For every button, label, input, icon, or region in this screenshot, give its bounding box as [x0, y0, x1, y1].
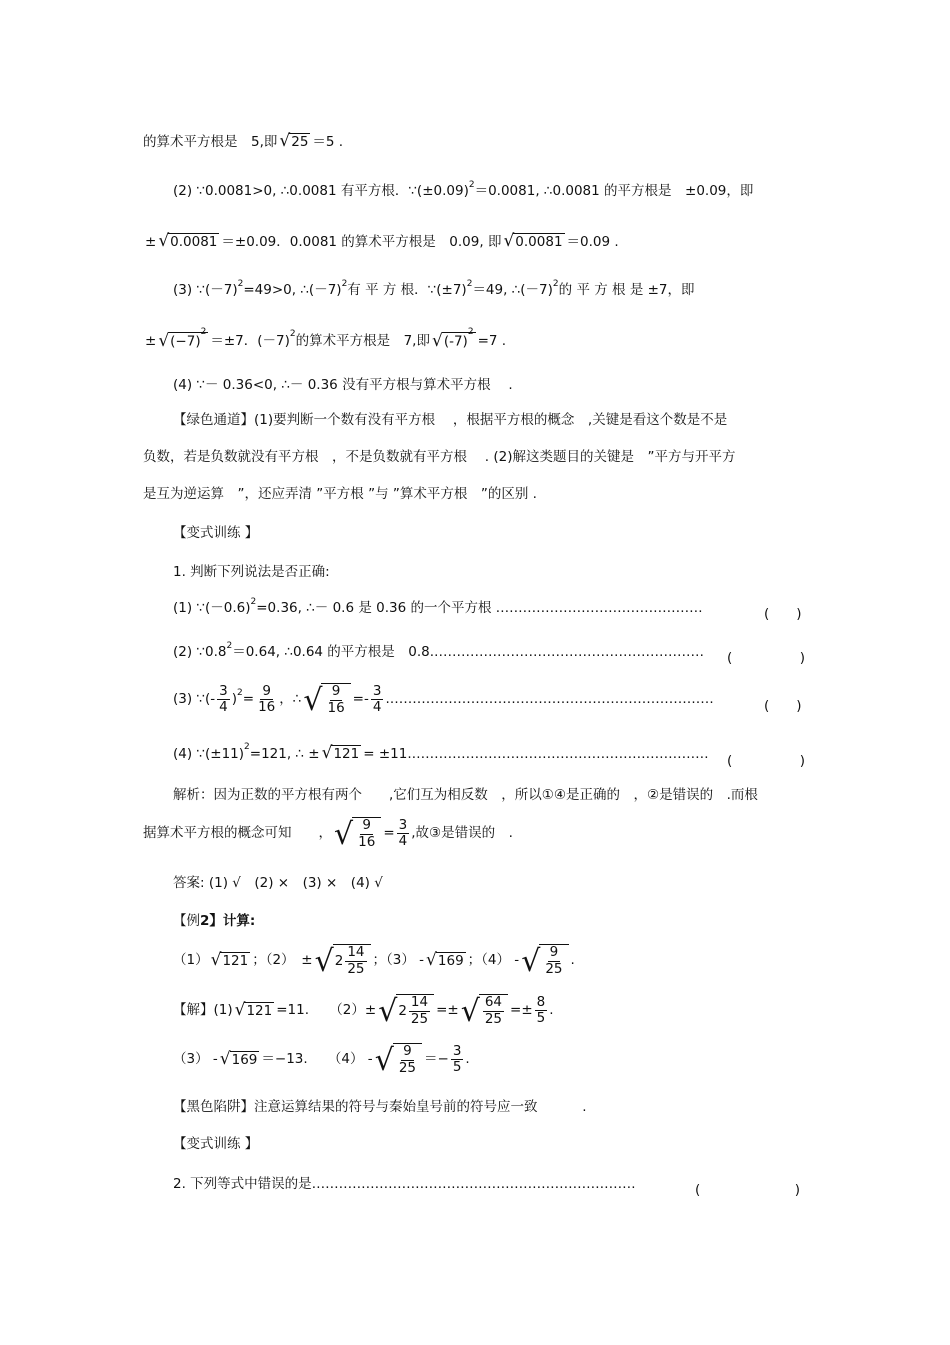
fraction — [543, 945, 564, 977]
denominator: 16 — [358, 833, 376, 850]
text: . — [570, 952, 575, 969]
text: (2) ∵0.0081>0, ∴0.0081 有平方根．∵(±0.09) — [173, 183, 469, 199]
text-line: (4) ∵－ 0.36<0, ∴－ 0.36 没有平方根与算术平方根 . — [173, 377, 513, 393]
answer-line: 答案: (1) √ (2) × (3) × (4) √ — [173, 875, 383, 891]
radicand-base: (−7) — [170, 333, 201, 350]
text: ；（2） ± — [252, 952, 313, 969]
text: 的算术平方根是 7,即 — [295, 332, 430, 349]
text-line: 【黑色陷阱】注意运算结果的符号与秦始皇号前的符号应一致 . — [173, 1099, 587, 1115]
fraction — [217, 684, 230, 716]
denominator: 25 — [545, 960, 563, 977]
numerator: 9 — [362, 817, 372, 833]
question-line — [173, 742, 709, 764]
exponent: 2 — [200, 327, 207, 337]
text: =11. （2）± — [276, 1002, 377, 1019]
section-heading: 【变式训练 】 — [173, 525, 259, 541]
question-line — [173, 682, 714, 719]
fraction — [397, 1044, 418, 1076]
numerator: 9 — [549, 944, 559, 960]
text: (3) ∵(- — [173, 691, 216, 708]
radicand: 0.0081 — [515, 234, 563, 250]
text: ＝−13. （4） - — [261, 1051, 373, 1068]
radicand — [168, 327, 208, 350]
section-heading: 【变式训练 】 — [173, 1136, 259, 1152]
fraction — [371, 684, 384, 716]
sqrt-expression: √ $(-7)^2$ — [431, 327, 474, 351]
text: = — [383, 825, 395, 842]
sqrt-expression: √ 25 — [279, 131, 309, 152]
exponent: 2 — [237, 278, 244, 289]
text: ＝49, ∴(－7) — [472, 282, 553, 298]
text: （1） — [173, 952, 209, 969]
question-line — [173, 640, 705, 660]
fraction — [397, 818, 410, 850]
answer-parentheses: ( ) — [727, 650, 806, 666]
sqrt-expression: √ 0.0081 — [503, 231, 563, 252]
answer-parentheses: ( ) — [727, 753, 806, 769]
text: =± — [436, 1002, 459, 1019]
text: . — [549, 1002, 554, 1019]
sqrt-expression: √ 121 — [210, 950, 249, 971]
text: ) — [231, 691, 238, 708]
radicand — [479, 994, 508, 1027]
text-line: 1. 判断下列说法是否正确: — [173, 564, 330, 580]
text: =0.36, ∴－ 0.6 是 0.36 的一个平方根 .……………………………………… — [256, 600, 703, 616]
exponent: 2 — [466, 278, 473, 289]
text: (2) ∵0.8 — [173, 644, 227, 660]
text: = ±11.………………………………………………………… — [363, 745, 709, 762]
exponent: 2 — [289, 329, 296, 340]
plus-minus: ± — [145, 233, 157, 250]
question-line — [173, 596, 703, 616]
radicand: 169 — [437, 952, 464, 969]
exponent: 2 — [244, 742, 250, 753]
exponent: 2 — [341, 278, 348, 289]
exponent: 2 — [226, 640, 233, 651]
radicand — [393, 1043, 422, 1076]
fraction — [483, 995, 504, 1027]
numerator: 14 — [347, 944, 365, 960]
numerator: 14 — [410, 994, 429, 1010]
numerator: 3 — [398, 816, 408, 833]
text-line: 负数，若是负数就没有平方根 ，不是负数就有平方根 . (2)解这类题目的关键是 ”平方与开平方 — [143, 449, 736, 465]
text: =121, ∴ ± — [249, 745, 320, 762]
sqrt-expression: √ $(-7)^2$ — [158, 327, 207, 351]
sqrt-expression: √ $\frac{9}{16}$ — [334, 817, 381, 850]
fraction — [256, 684, 277, 716]
answer-parentheses: ( ) — [764, 606, 802, 622]
text: ＝5 . — [312, 133, 344, 150]
text: ＝±0.09．0.0081 的算术平方根是 0.09, 即 — [221, 233, 502, 250]
whole-part: 2 — [398, 1003, 407, 1020]
radicand: 121 — [222, 952, 249, 969]
denominator: 25 — [347, 960, 365, 977]
numerator: 64 — [484, 994, 503, 1010]
text-line: 【绿色通道】(1)要判断一个数有没有平方根 ，根据平方根的概念 ,关键是看这个数是不是 — [173, 412, 728, 428]
text-line — [143, 133, 343, 150]
denominator: 4 — [398, 833, 408, 850]
text: 【解】(1) — [173, 1002, 233, 1019]
fraction — [325, 684, 346, 716]
exponent: 2 — [467, 327, 474, 337]
question-line: 2. 下列等式中错误的是……………………………………………………………… — [173, 1176, 636, 1192]
sqrt-expression: √ 121 — [234, 1000, 273, 1021]
denominator: 4 — [372, 699, 382, 716]
radicand: 25 — [291, 134, 309, 150]
text: ＝0.09 . — [566, 233, 619, 250]
text: ＝±7．(－7) — [210, 332, 290, 349]
numerator: 9 — [331, 683, 341, 699]
denominator: 25 — [484, 1010, 503, 1027]
sqrt-expression: √ 169 — [426, 950, 464, 971]
sqrt-expression: √ $\frac{9}{25}$ — [521, 944, 568, 977]
sqrt-expression: √ $\frac{64}{25}$ — [461, 994, 508, 1027]
radicand — [352, 817, 381, 850]
radicand — [396, 994, 434, 1027]
fraction — [345, 945, 366, 977]
text-line: 解析：因为正数的平方根有两个 ,它们互为相反数 ，所以①④是正确的 ，②是错误的 .而根 — [173, 787, 758, 803]
text: （3） - — [173, 1051, 218, 1068]
numerator: 9 — [262, 682, 271, 699]
sqrt-expression: √ $\frac{9}{25}$ — [375, 1043, 422, 1076]
whole-part: 2 — [334, 953, 344, 970]
example-heading — [173, 913, 255, 929]
exponent: 2 — [552, 278, 559, 289]
text: (4) ∵(±11) — [173, 745, 245, 762]
numerator: 9 — [403, 1043, 412, 1059]
sqrt-expression: √ 169 — [219, 1049, 258, 1070]
denominator: 25 — [398, 1059, 416, 1076]
solution-line — [173, 1042, 470, 1079]
exponent: 2 — [250, 596, 257, 607]
radicand — [333, 944, 371, 977]
fraction — [409, 995, 430, 1027]
denominator: 4 — [219, 699, 228, 716]
sqrt-expression: √ $\frac{9}{16}$ — [303, 683, 350, 716]
radicand — [539, 944, 568, 977]
text: =- — [352, 691, 369, 708]
text-line — [145, 327, 507, 351]
text: ＝− — [424, 1051, 449, 1068]
text-line — [173, 179, 754, 199]
text: 【例 — [173, 913, 200, 929]
fraction — [356, 818, 377, 850]
denominator: 25 — [410, 1010, 429, 1027]
text-line: 是互为逆运算 ”，还应弄清 ”平方根 ”与 ”算术平方根 ”的区别 . — [143, 486, 537, 502]
sqrt-expression: √ 0.0081 — [158, 231, 218, 252]
sqrt-expression: √ 121 — [321, 743, 360, 764]
text: ；（3） - — [372, 952, 425, 969]
exponent: 2 — [237, 688, 243, 699]
plus-minus: ± — [145, 332, 157, 349]
text: .……………………………………………………………… — [385, 691, 714, 708]
denominator: 16 — [327, 699, 345, 716]
denominator: 16 — [258, 699, 276, 716]
sqrt-expression: √ 2 $\frac{14}{25}$ — [315, 944, 371, 977]
text-line — [143, 816, 513, 853]
text: = — [242, 691, 255, 708]
radicand-base: (-7) — [443, 333, 468, 350]
text: =7 . — [477, 332, 507, 349]
text: . — [465, 1051, 470, 1068]
fraction — [451, 1044, 464, 1076]
radicand: 121 — [333, 746, 360, 762]
text: ；（4） - — [467, 952, 520, 969]
text: ，∴ — [279, 691, 302, 708]
text: 的算术平方根是 5,即 — [143, 133, 278, 150]
text: =49>0, ∴(－7) — [243, 282, 342, 298]
fraction — [535, 995, 548, 1027]
problem-line — [173, 944, 575, 980]
text: (3) ∵(－7) — [173, 282, 238, 298]
text: 的 平 方 根 是 ±7，即 — [558, 282, 695, 298]
denominator: 5 — [536, 1010, 546, 1027]
text: (1) ∵(－0.6) — [173, 600, 251, 616]
radicand — [321, 683, 350, 716]
text: ＝0.64, ∴0.64 的平方根是 0.8.…………………………………………………… — [232, 644, 705, 660]
text: 据算术平方根的概念可知 ， — [143, 825, 332, 842]
sqrt-expression: √ 2 $\frac{14}{25}$ — [378, 994, 434, 1027]
answer-parentheses: ( ) — [764, 698, 802, 714]
solution-line — [173, 993, 554, 1030]
numerator: 3 — [372, 682, 382, 699]
numerator: 8 — [536, 993, 546, 1010]
numerator: 3 — [219, 682, 228, 699]
numerator: 3 — [452, 1042, 462, 1059]
radicand: 169 — [231, 1051, 258, 1068]
text-line — [173, 278, 695, 298]
denominator: 5 — [452, 1059, 462, 1076]
text: 有 平 方 根．∵(±7) — [347, 282, 467, 298]
radicand: 121 — [246, 1002, 273, 1019]
text-line — [145, 233, 619, 250]
text: =± — [510, 1002, 533, 1019]
radicand: 0.0081 — [170, 234, 218, 250]
text: ＝0.0081, ∴0.0081 的平方根是 ±0.09，即 — [474, 183, 754, 199]
text: ,故③是错误的 . — [411, 825, 513, 842]
text: 2】计算: — [200, 913, 256, 929]
radicand — [442, 327, 476, 350]
answer-parentheses: ( ) — [695, 1182, 801, 1198]
exponent: 2 — [468, 179, 475, 190]
